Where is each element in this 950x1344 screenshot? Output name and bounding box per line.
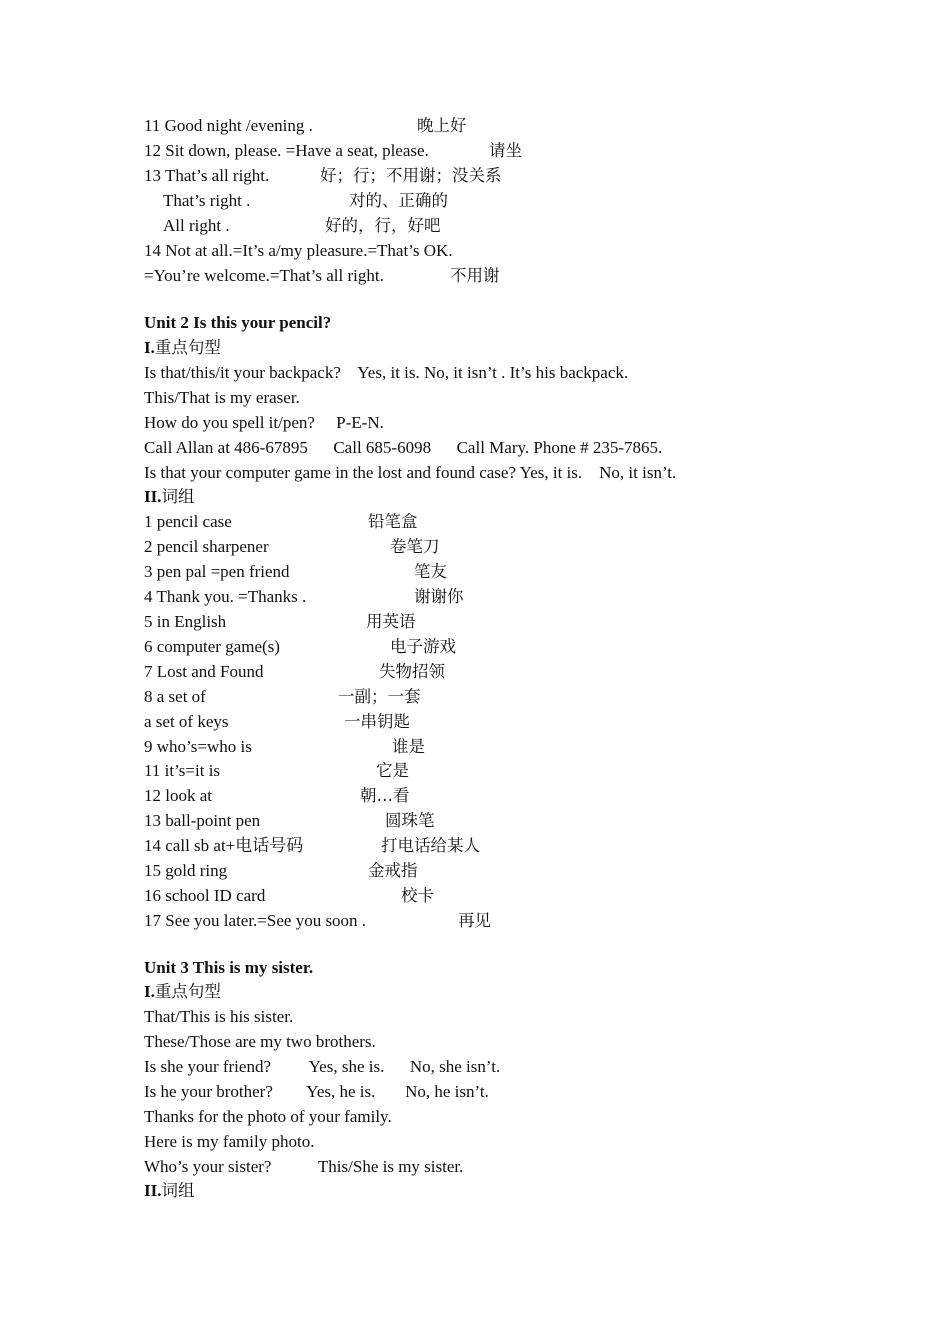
phrase-chinese: 失物招领	[379, 662, 445, 681]
sentence-line: Is that your computer game in the lost and found case? Yes, it is. No, it isn’t.	[144, 463, 677, 482]
section-number: I.	[144, 982, 155, 1001]
sentence-line: Who’s your sister? This/She is my sister.	[144, 1157, 464, 1176]
phrase-chinese: 谁是	[392, 737, 425, 756]
phrase-english: 15 gold ring	[144, 861, 228, 880]
unit-3-title: Unit 3 This is my sister.	[144, 958, 314, 977]
section-number: II.	[144, 1181, 162, 1200]
section-heading	[144, 487, 194, 507]
phrase-chinese: 晚上好	[417, 116, 467, 135]
sentence-line: These/Those are my two brothers.	[144, 1032, 376, 1051]
phrase-chinese: 好；行；不用谢；没关系	[320, 166, 502, 185]
phrase-english: 2 pencil sharpener	[144, 537, 269, 556]
phrase-english: 11 Good night /evening .	[144, 116, 313, 135]
phrase-chinese: 谢谢你	[414, 587, 464, 606]
phrase-english: 3 pen pal =pen friend	[144, 562, 290, 581]
phrase-english: 12 look at	[144, 786, 212, 805]
phrase-chinese: 铅笔盒	[368, 512, 418, 531]
section-number: II.	[144, 487, 162, 506]
phrase-english: 1 pencil case	[144, 512, 232, 531]
sentence-line: Thanks for the photo of your family.	[144, 1107, 392, 1126]
phrase-english: a set of keys	[144, 712, 229, 731]
sentence-line: This/That is my eraser.	[144, 388, 300, 407]
phrase-english: 14 Not at all.=It’s a/my pleasure.=That’s OK.	[144, 241, 453, 260]
phrase-english: That’s right .	[163, 191, 251, 210]
phrase-english: 14 call sb at+电话号码	[144, 836, 304, 855]
phrase-chinese: 一串钥匙	[344, 712, 410, 731]
phrase-chinese: 对的、正确的	[349, 191, 448, 210]
phrase-english: 13 ball-point pen	[144, 811, 261, 830]
section-label: 重点句型	[154, 982, 221, 1001]
phrase-chinese: 用英语	[366, 612, 416, 631]
sentence-line: How do you spell it/pen? P-E-N.	[144, 413, 384, 432]
phrase-chinese: 不用谢	[450, 266, 500, 285]
section-number: I.	[144, 338, 155, 357]
sentence-line: Is he your brother? Yes, he is. No, he isn’t.	[144, 1082, 489, 1101]
sentence-line: Is that/this/it your backpack? Yes, it is. No, it isn’t . It’s his backpack.	[144, 363, 629, 382]
phrase-chinese: 好的，行，好吧	[325, 216, 441, 235]
phrase-chinese: 再见	[458, 911, 491, 930]
phrase-english: 8 a set of	[144, 687, 206, 706]
section-heading	[144, 1181, 194, 1201]
sentence-line: Call Allan at 486-67895 Call 685-6098 Call Mary. Phone # 235-7865.	[144, 438, 663, 457]
phrase-english: 13 That’s all right.	[144, 166, 270, 185]
phrase-english: 11 it’s=it is	[144, 761, 221, 780]
sentence-line: Is she your friend? Yes, she is. No, she isn’t.	[144, 1057, 501, 1076]
phrase-chinese: 圆珠笔	[385, 811, 435, 830]
phrase-chinese: 卷笔刀	[390, 537, 440, 556]
phrase-english: All right .	[163, 216, 230, 235]
section-heading	[144, 982, 221, 1002]
phrase-chinese: 金戒指	[368, 861, 418, 880]
section-label: 词组	[161, 487, 195, 506]
phrase-english: 4 Thank you. =Thanks .	[144, 587, 307, 606]
section-label: 重点句型	[154, 338, 221, 357]
phrase-english: 5 in English	[144, 612, 227, 631]
phrase-chinese: 笔友	[414, 562, 447, 581]
phrase-chinese: 它是	[376, 761, 409, 780]
phrase-chinese: 电子游戏	[390, 637, 456, 656]
phrase-chinese: 打电话给某人	[381, 836, 480, 855]
phrase-english: 12 Sit down, please. =Have a seat, please.	[144, 141, 429, 160]
phrase-english: 7 Lost and Found	[144, 662, 264, 681]
phrase-chinese: 校卡	[401, 886, 434, 905]
phrase-english: 6 computer game(s)	[144, 637, 280, 656]
phrase-english: 17 See you later.=See you soon .	[144, 911, 367, 930]
section-label: 词组	[161, 1181, 195, 1200]
section-heading	[144, 338, 221, 358]
sentence-line: That/This is his sister.	[144, 1007, 294, 1026]
phrase-chinese: 请坐	[489, 141, 522, 160]
phrase-chinese: 朝…看	[360, 786, 410, 805]
unit-2-title: Unit 2 Is this your pencil?	[144, 313, 332, 332]
sentence-line: Here is my family photo.	[144, 1132, 315, 1151]
phrase-english: 16 school ID card	[144, 886, 266, 905]
phrase-english: =You’re welcome.=That’s all right.	[144, 266, 384, 285]
phrase-english: 9 who’s=who is	[144, 737, 252, 756]
phrase-chinese: 一副；一套	[338, 687, 421, 706]
